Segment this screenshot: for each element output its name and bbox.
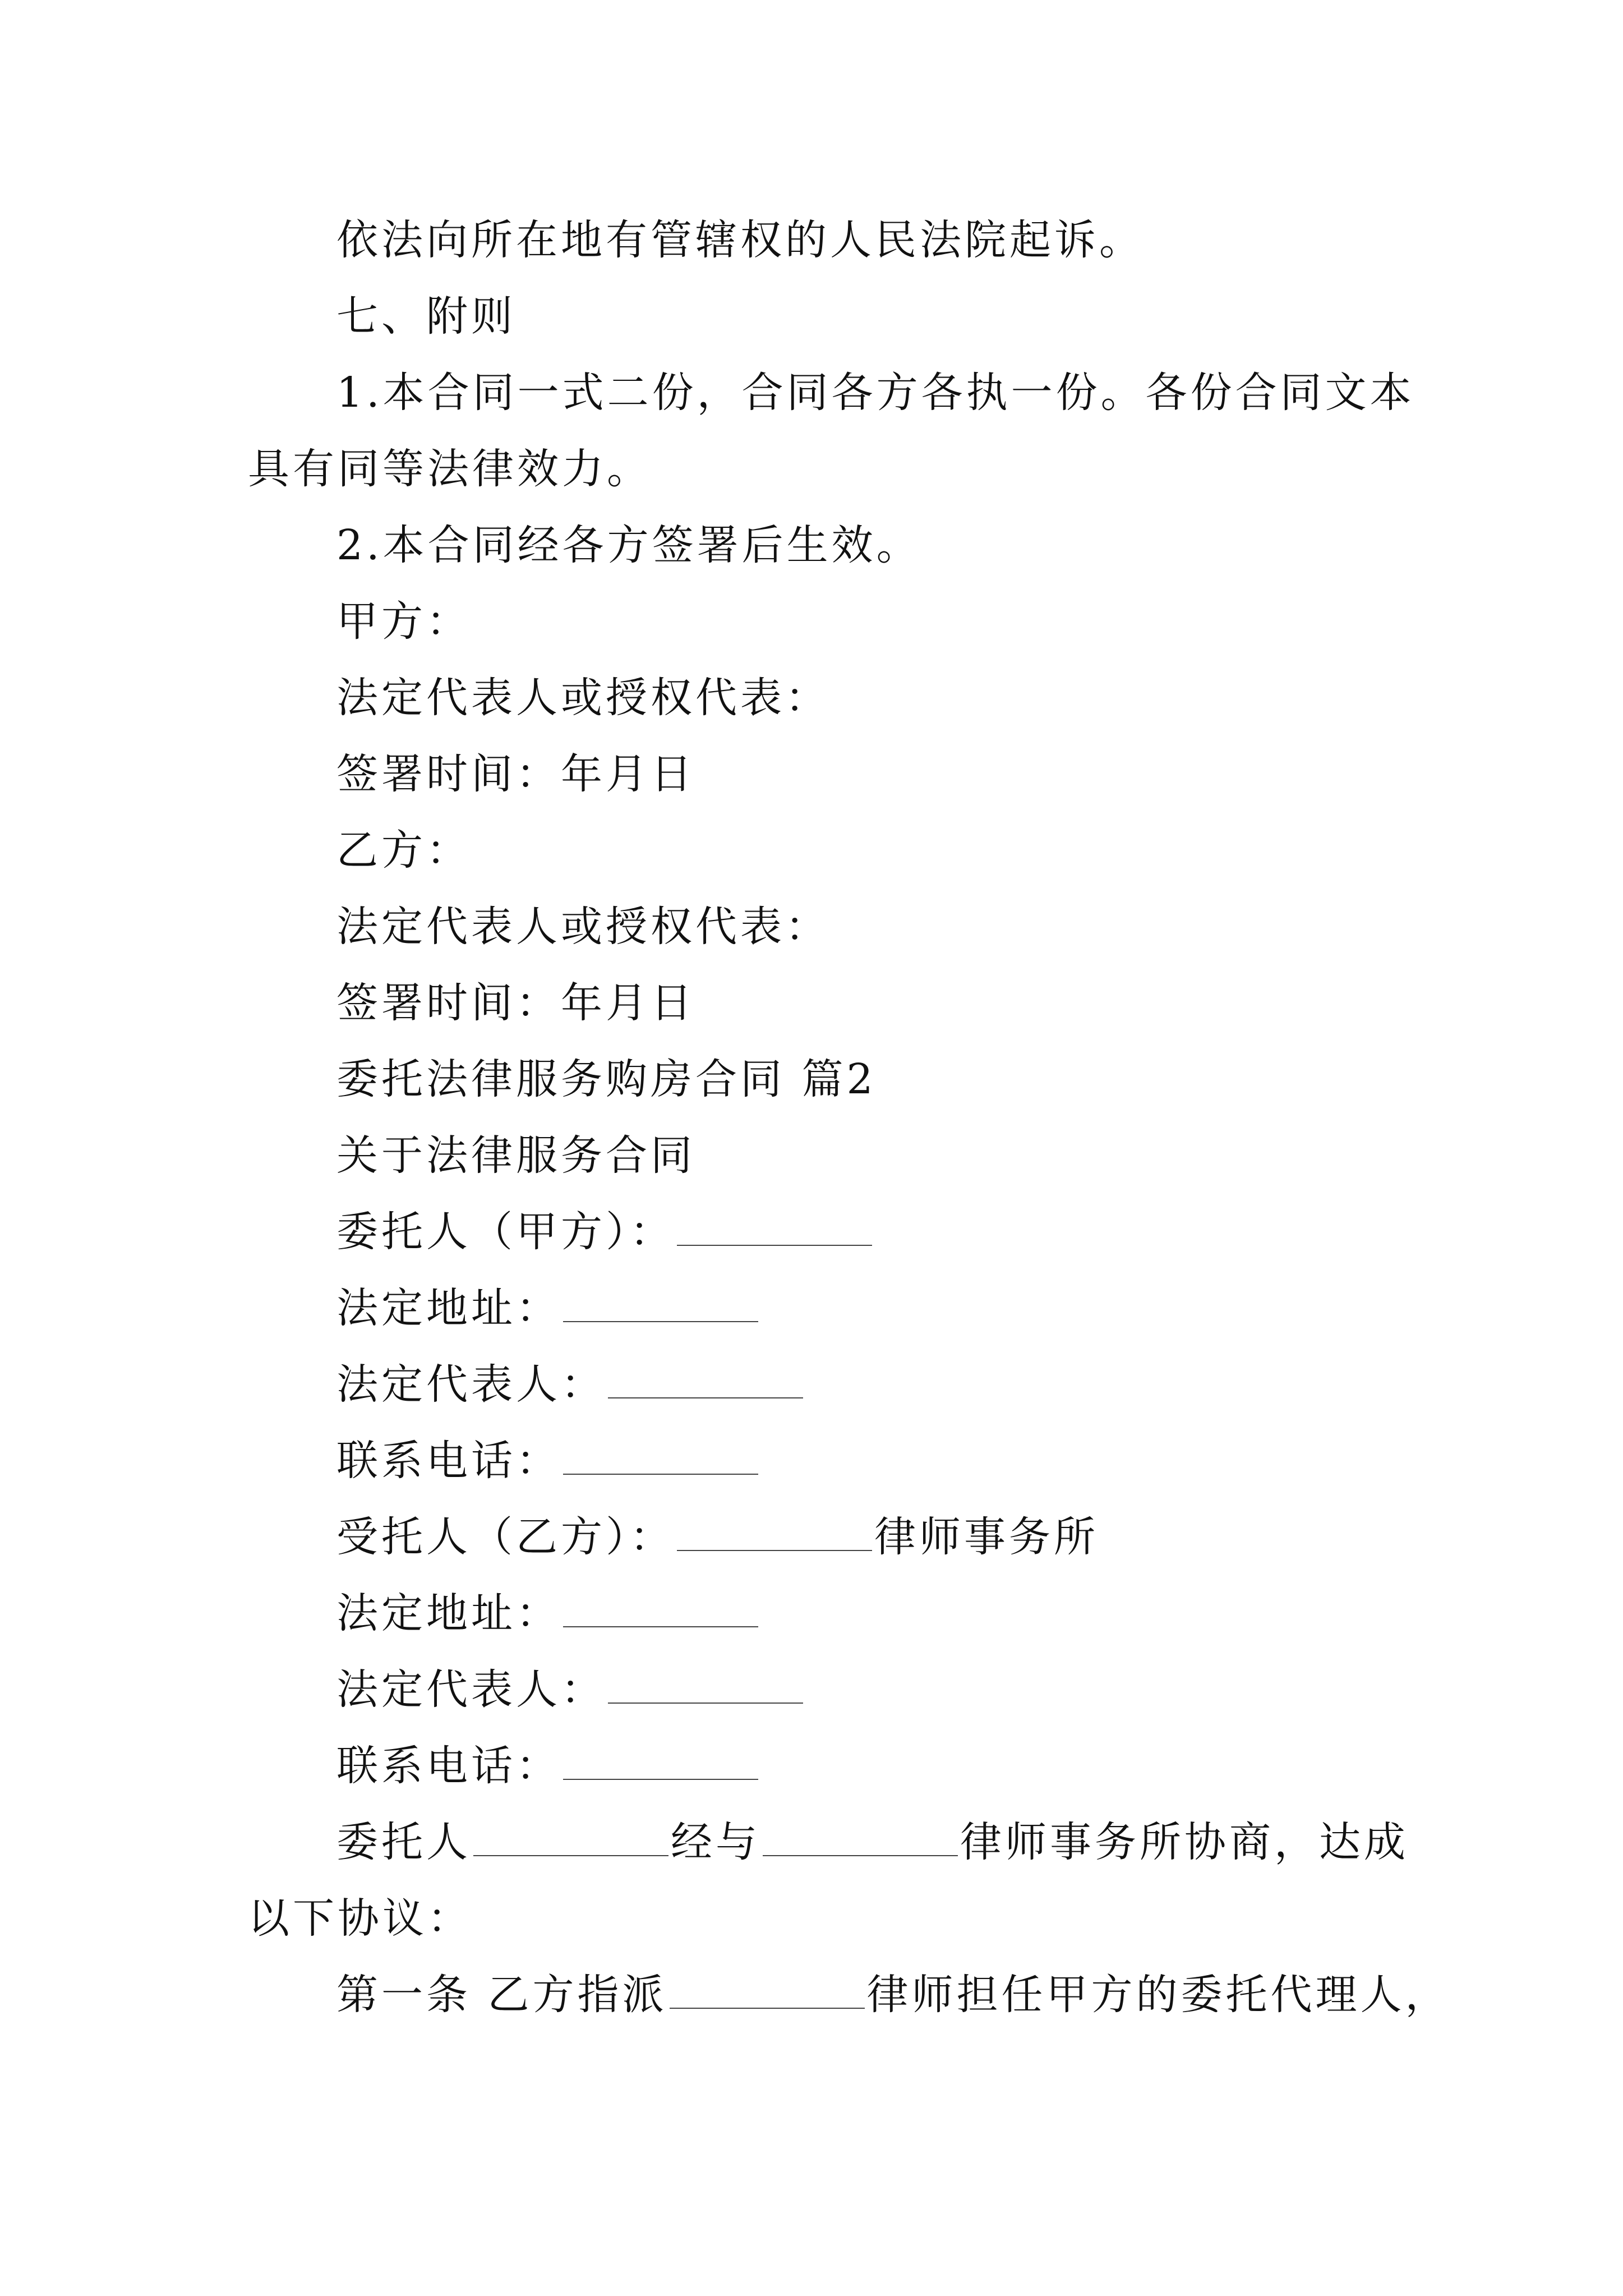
- field-label: 联系电话：: [336, 1742, 561, 1790]
- party-b-label: [336, 822, 471, 878]
- field-label: 法定地址：: [336, 1589, 561, 1637]
- blank-line: [763, 1820, 958, 1856]
- text: 第一条 乙方指派: [336, 1971, 667, 2019]
- text: 以下协议：: [248, 1894, 472, 1943]
- signing-date-label: [336, 975, 695, 1031]
- text: 签署时间：年月日: [336, 979, 695, 1027]
- field-label: 联系电话：: [336, 1437, 561, 1485]
- text: 1.本合同一式二份，合同各方各执一份。各份合同文本: [336, 369, 1415, 417]
- field-label: 法定代表人：: [336, 1665, 606, 1714]
- text: 委托法律服务购房合同 篇2: [336, 1055, 877, 1103]
- client-field: [336, 1204, 874, 1260]
- field-suffix: 律师事务所: [874, 1513, 1099, 1561]
- contract-title: [336, 1128, 695, 1184]
- blank-line: [608, 1668, 803, 1704]
- field-label: 委托人（甲方）：: [336, 1208, 675, 1256]
- paragraph-line: [336, 517, 921, 573]
- text: 委托人: [336, 1818, 471, 1866]
- legal-rep-field: [336, 1662, 805, 1718]
- text: 甲方：: [336, 597, 471, 646]
- section-title: [336, 1051, 877, 1107]
- text: 七、附则: [336, 292, 516, 341]
- trustee-field: [336, 1509, 1099, 1565]
- blank-line: [563, 1744, 758, 1780]
- paragraph-line: [336, 212, 1144, 268]
- text: 律师事务所协商，达成: [960, 1818, 1409, 1866]
- field-label: 受托人（乙方）：: [336, 1513, 675, 1561]
- paragraph-line: [248, 441, 652, 497]
- blank-line: [563, 1591, 758, 1627]
- legal-rep-field: [336, 1356, 805, 1412]
- agreement-line: [336, 1814, 1409, 1870]
- text: 经与: [671, 1818, 760, 1866]
- blank-line: [670, 1973, 865, 2009]
- text: 签署时间：年月日: [336, 750, 695, 798]
- section-heading: [336, 288, 516, 344]
- text: 依法向所在地有管辖权的人民法院起诉。: [336, 216, 1144, 264]
- blank-line: [563, 1286, 758, 1322]
- paragraph-line: [336, 365, 1415, 421]
- representative-label: [336, 670, 830, 726]
- text: 2.本合同经各方签署后生效。: [336, 521, 921, 569]
- text: 具有同等法律效力。: [248, 445, 652, 493]
- party-a-label: [336, 593, 471, 650]
- text: 法定代表人或授权代表：: [336, 903, 830, 951]
- text: 法定代表人或授权代表：: [336, 674, 830, 722]
- field-label: 法定地址：: [336, 1284, 561, 1332]
- blank-line: [473, 1820, 668, 1856]
- address-field: [336, 1280, 760, 1336]
- text: 律师担任甲方的委托代理人，: [866, 1971, 1450, 2019]
- article-one-line: [336, 1967, 1450, 2023]
- blank-line: [563, 1439, 758, 1475]
- text: 乙方：: [336, 826, 471, 875]
- phone-field: [336, 1738, 760, 1794]
- signing-date-label: [336, 746, 695, 802]
- paragraph-line: [248, 1890, 472, 1947]
- text: 关于法律服务合同: [336, 1131, 695, 1180]
- blank-line: [677, 1210, 872, 1246]
- blank-line: [677, 1515, 872, 1551]
- phone-field: [336, 1433, 760, 1489]
- address-field: [336, 1585, 760, 1641]
- field-label: 法定代表人：: [336, 1360, 606, 1409]
- representative-label: [336, 899, 830, 955]
- blank-line: [608, 1363, 803, 1398]
